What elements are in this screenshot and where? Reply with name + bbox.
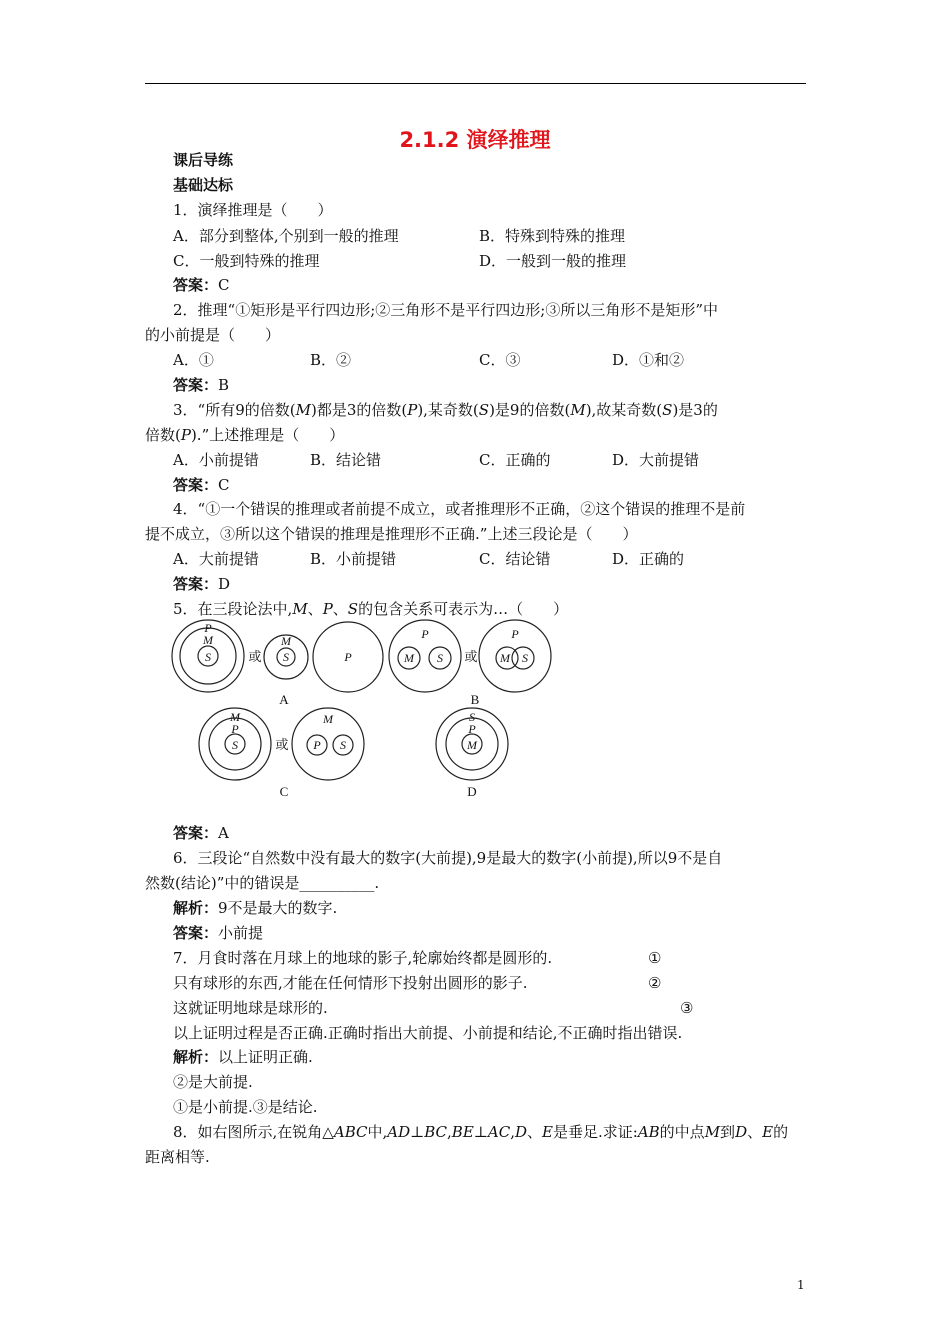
q2-stem-line2: 的小前提是（ ） xyxy=(145,326,281,344)
venn-label-s: S xyxy=(283,650,289,664)
venn-option-label-b: B xyxy=(470,692,480,707)
venn-label-p: P xyxy=(231,722,239,736)
analysis-label: 解析： xyxy=(173,899,219,917)
q1-answer xyxy=(173,275,230,295)
q1-option-a: A．部分到整体,个别到一般的推理 xyxy=(173,227,399,245)
venn-option-label-c: C xyxy=(279,784,289,799)
venn-label-m: M xyxy=(500,651,510,665)
q7-analysis-line3: ①是小前提.③是结论. xyxy=(173,1098,318,1116)
venn-label-p: P xyxy=(468,722,476,736)
venn-option-label-a: A xyxy=(279,692,289,707)
q8-stem-line1: 8．如右图所示,在锐角△ABC中,AD⊥BC,BE⊥AC,D、E是垂足.求证:AB的中点M到D、E的 xyxy=(173,1123,789,1141)
q5-stem: 5．在三段论法中,M、P、S的包含关系可表示为…（ ） xyxy=(173,600,569,618)
q1-option-b: B．特殊到特殊的推理 xyxy=(479,227,626,245)
answer-value: C xyxy=(218,276,230,294)
page-number: 1 xyxy=(797,1278,805,1292)
q3-option-c: C．正确的 xyxy=(479,451,551,469)
venn-label-m: M xyxy=(404,651,414,665)
q8-stem-line2: 距离相等. xyxy=(145,1148,210,1166)
q1-option-d: D．一般到一般的推理 xyxy=(479,252,627,270)
venn-or-label: 或 xyxy=(248,649,262,664)
answer-value: A xyxy=(218,824,229,842)
answer-value: D xyxy=(218,575,231,593)
answer-label: 答案： xyxy=(173,924,219,942)
q1-option-c: C．一般到特殊的推理 xyxy=(173,252,320,270)
venn-label-p: P xyxy=(421,627,429,641)
q7-marker-2: ② xyxy=(648,974,662,992)
q4-option-a: A．大前提错 xyxy=(173,550,259,568)
venn-label-m: M xyxy=(203,633,213,647)
q3-option-a: A．小前提错 xyxy=(173,451,259,469)
q7-line2: 只有球形的东西,才能在任何情形下投射出圆形的影子. xyxy=(173,974,528,992)
q7-analysis xyxy=(173,1047,313,1067)
q2-option-c: C．③ xyxy=(479,351,521,369)
answer-label: 答案： xyxy=(173,476,219,494)
venn-label-s: S xyxy=(469,710,475,724)
answer-value: C xyxy=(218,476,230,494)
answer-label: 答案： xyxy=(173,376,219,394)
venn-label-s: S xyxy=(232,738,238,752)
venn-label-s: S xyxy=(340,738,346,752)
q7-line1: 7．月食时落在月球上的地球的影子,轮廓始终都是圆形的. xyxy=(173,949,553,967)
venn-label-p: P xyxy=(511,627,519,641)
q7-line4: 以上证明过程是否正确.正确时指出大前提、小前提和结论,不正确时指出错误. xyxy=(173,1024,683,1042)
analysis-label: 解析： xyxy=(173,1048,219,1066)
venn-label-p: P xyxy=(204,621,212,635)
venn-option-label-d: D xyxy=(467,784,477,799)
venn-label-m: M xyxy=(323,712,333,726)
q2-stem-line1: 2．推理“①矩形是平行四边形;②三角形不是平行四边形;③所以三角形不是矩形”中 xyxy=(173,301,718,319)
q2-option-a: A．① xyxy=(173,351,214,369)
section-heading-basic: 基础达标 xyxy=(173,176,234,194)
q2-answer xyxy=(173,375,229,395)
q7-marker-3: ③ xyxy=(680,999,694,1017)
q3-option-b: B．结论错 xyxy=(310,451,382,469)
page-title: 2.1.2 演绎推理 xyxy=(399,128,551,152)
q6-answer xyxy=(173,923,263,943)
q2-option-b: B．② xyxy=(310,351,352,369)
q5-answer xyxy=(173,823,229,843)
q3-answer xyxy=(173,475,230,495)
q7-marker-1: ① xyxy=(648,949,662,967)
venn-label-p: P xyxy=(313,738,321,752)
analysis-text: 以上证明正确. xyxy=(218,1048,313,1066)
answer-value: B xyxy=(218,376,230,394)
q6-stem-line1: 6．三段论“自然数中没有最大的数字(大前提),9是最大的数字(小前提),所以9不是自 xyxy=(173,849,723,867)
answer-label: 答案： xyxy=(173,824,219,842)
venn-or-label: 或 xyxy=(275,737,289,752)
answer-label: 答案： xyxy=(173,575,219,593)
header-rule xyxy=(145,83,806,84)
venn-label-m: M xyxy=(281,634,291,648)
q1-stem: 1．演绎推理是（ ） xyxy=(173,201,333,219)
q2-option-d: D．①和② xyxy=(612,351,685,369)
q4-stem-line2: 提不成立，③所以这个错误的推理是推理形不正确.”上述三段论是（ ） xyxy=(145,525,638,543)
venn-label-s: S xyxy=(522,651,528,665)
q3-stem-line2: 倍数(P).”上述推理是（ ） xyxy=(145,426,345,444)
venn-label-s: S xyxy=(205,650,211,664)
answer-label: 答案： xyxy=(173,276,219,294)
venn-label-m: M xyxy=(467,738,477,752)
q4-option-c: C．结论错 xyxy=(479,550,551,568)
q7-line3: 这就证明地球是球形的. xyxy=(173,999,328,1017)
venn-diagram-figure xyxy=(160,615,580,805)
analysis-text: 9不是最大的数字. xyxy=(218,899,338,917)
section-heading-after-class: 课后导练 xyxy=(173,151,234,169)
q6-stem-line2: 然数(结论)”中的错误是__________. xyxy=(145,874,380,892)
venn-or-label: 或 xyxy=(464,649,478,664)
venn-label-m: M xyxy=(230,710,240,724)
q4-option-b: B．小前提错 xyxy=(310,550,397,568)
q3-stem-line1: 3．“所有9的倍数(M)都是3的倍数(P),某奇数(S)是9的倍数(M),故某奇数(S)是3的 xyxy=(173,401,718,419)
answer-value: 小前提 xyxy=(218,924,264,942)
q4-stem-line1: 4．“①一个错误的推理或者前提不成立，或者推理形不正确，②这个错误的推理不是前 xyxy=(173,500,746,518)
venn-label-s: S xyxy=(437,651,443,665)
q3-option-d: D．大前提错 xyxy=(612,451,700,469)
q4-option-d: D．正确的 xyxy=(612,550,685,568)
q6-analysis xyxy=(173,898,337,918)
venn-label-p: P xyxy=(344,650,352,664)
q7-analysis-line2: ②是大前提. xyxy=(173,1073,253,1091)
q4-answer xyxy=(173,574,230,594)
